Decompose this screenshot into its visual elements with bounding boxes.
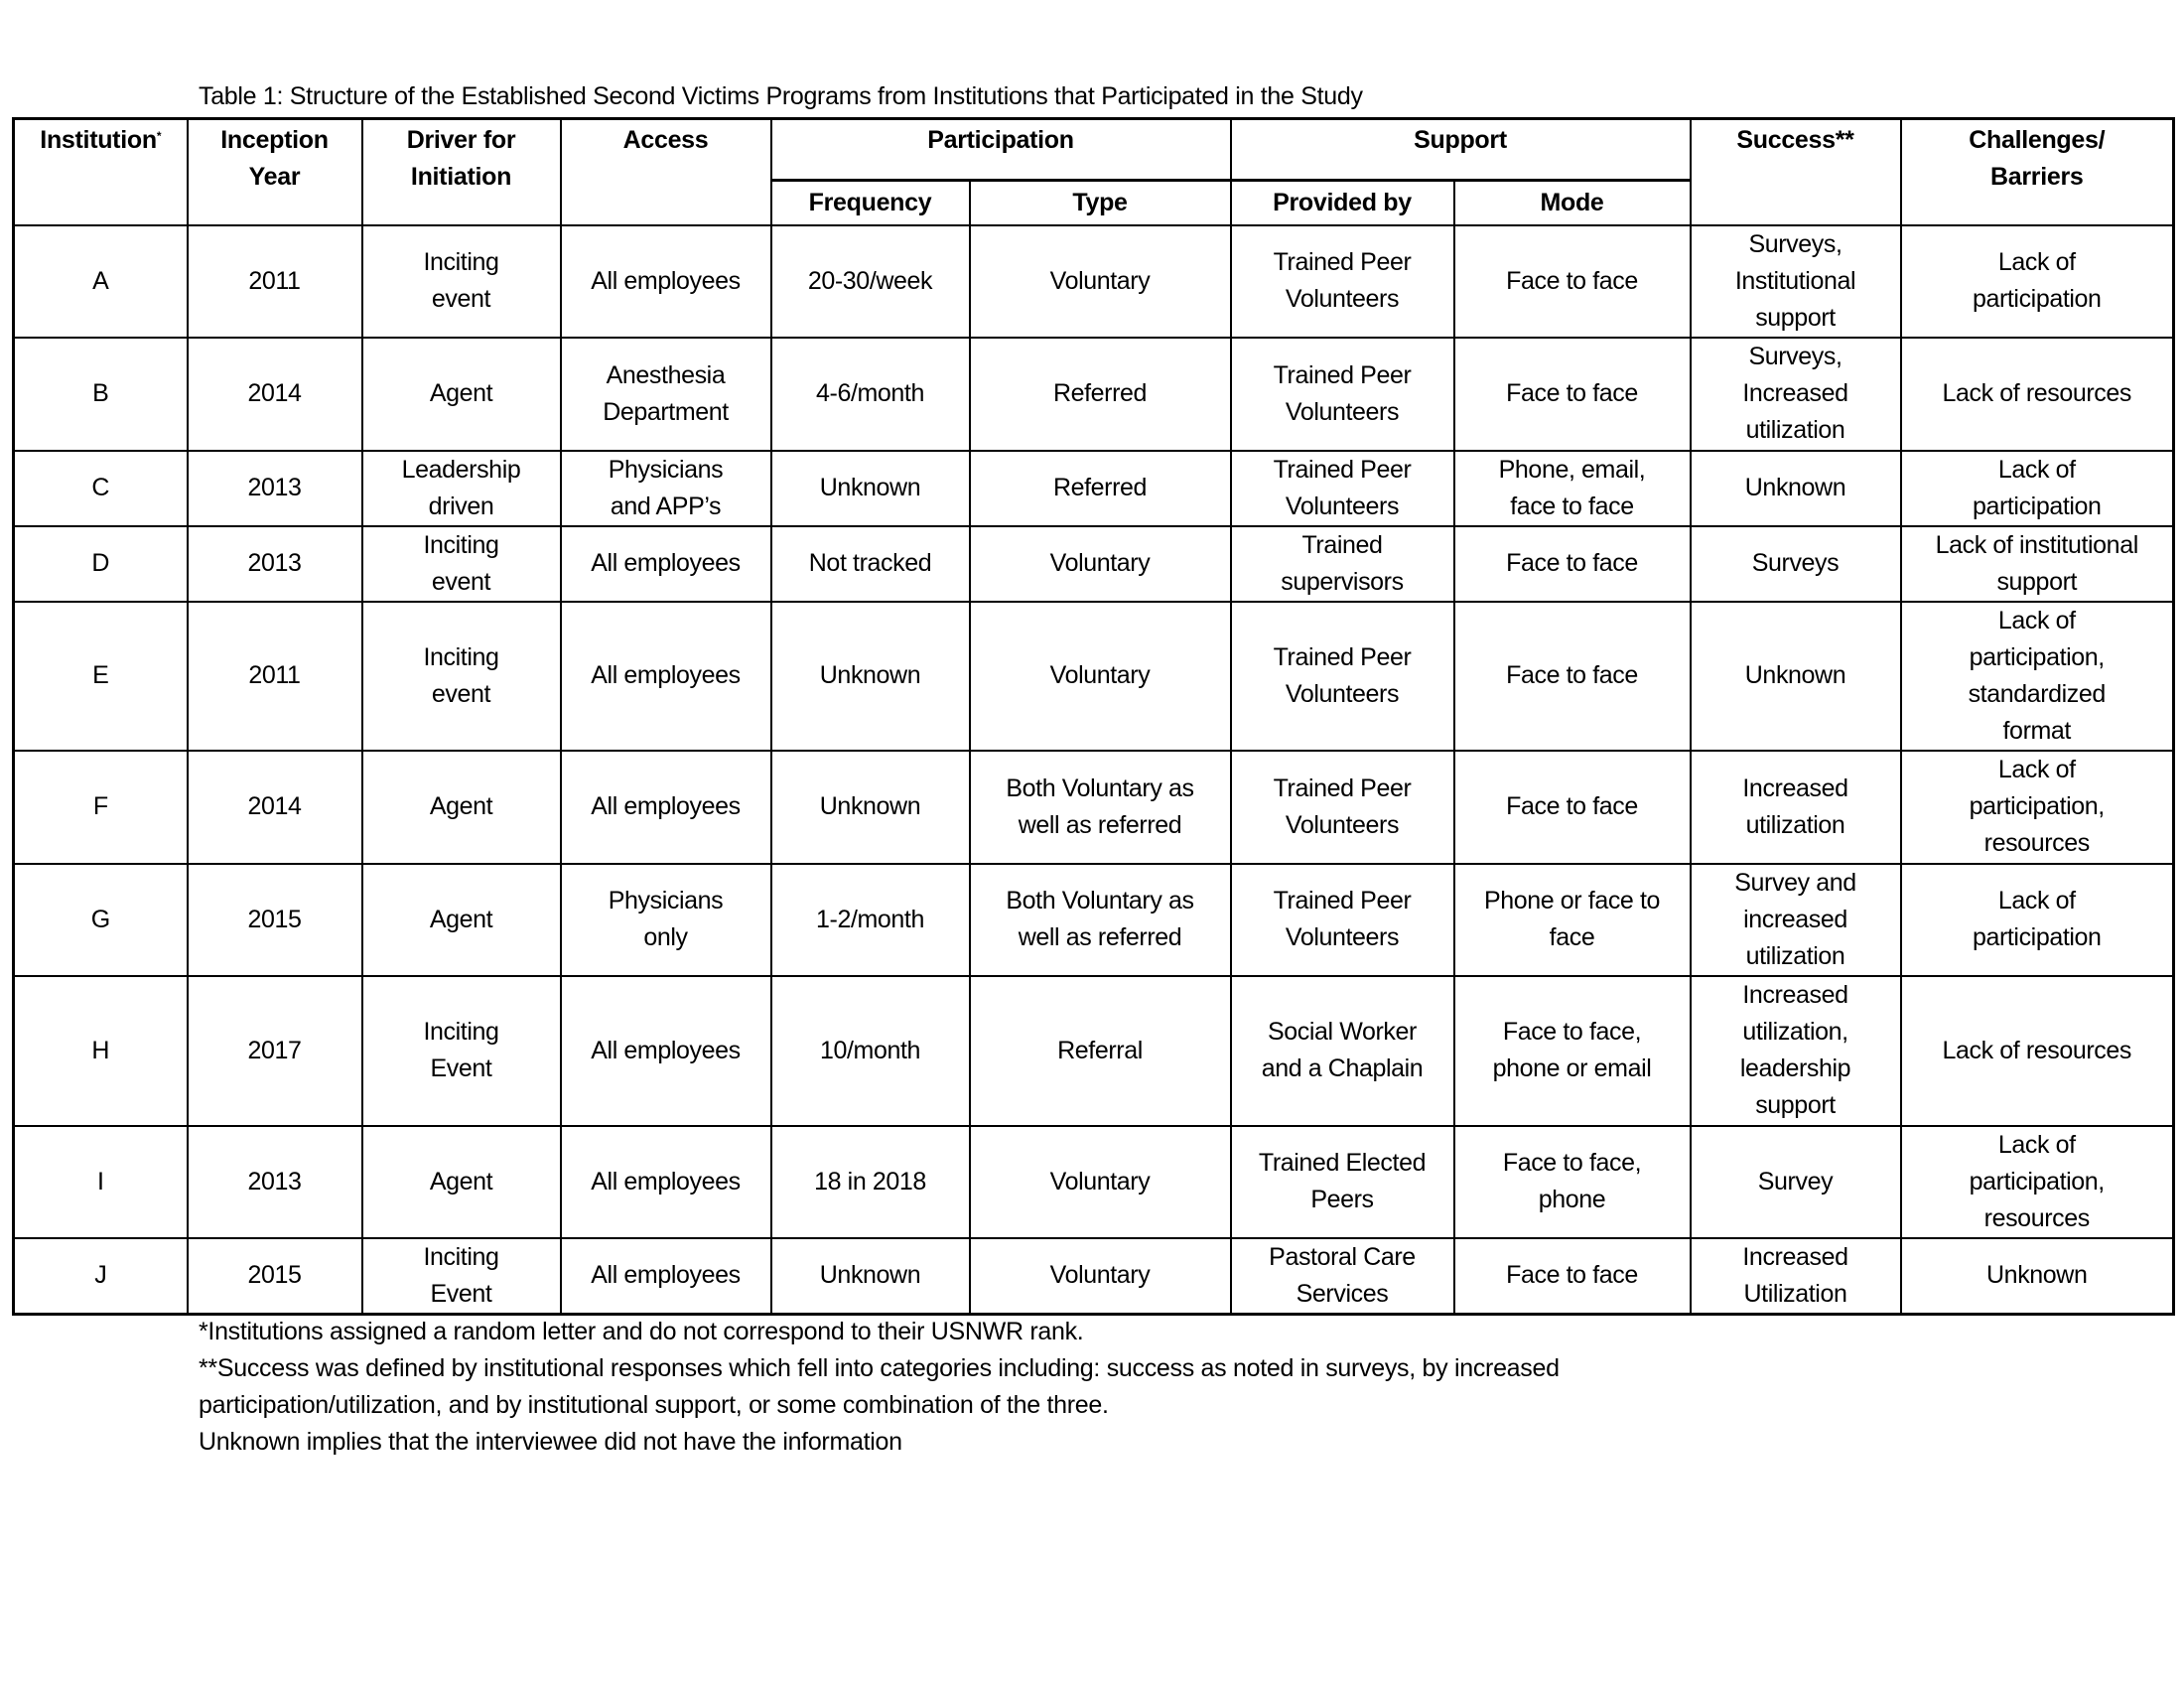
cell-driver: Leadership driven <box>362 451 561 526</box>
cell-mode: Face to face <box>1454 225 1691 338</box>
cell-year: 2015 <box>188 1238 362 1315</box>
header-mode: Mode <box>1454 181 1691 225</box>
cell-type: Voluntary <box>970 1126 1231 1238</box>
cell-type: Voluntary <box>970 602 1231 751</box>
cell-driver: Inciting Event <box>362 976 561 1126</box>
cell-type: Voluntary <box>970 225 1231 338</box>
cell-institution: F <box>14 751 188 864</box>
cell-frequency: Unknown <box>771 751 970 864</box>
cell-access: All employees <box>561 976 771 1126</box>
cell-mode: Phone, email, face to face <box>1454 451 1691 526</box>
cell-challenges: Lack of participation, resources <box>1901 751 2174 864</box>
cell-access: All employees <box>561 526 771 602</box>
cell-challenges: Lack of participation, standardized format <box>1901 602 2174 751</box>
cell-provided-by: Trained Peer Volunteers <box>1231 864 1454 976</box>
header-support: Support <box>1231 119 1691 181</box>
table-row <box>14 451 2174 526</box>
footnote-unknown: Unknown implies that the interviewee did not have the information <box>199 1428 902 1456</box>
table-row <box>14 1238 2174 1315</box>
cell-mode: Face to face <box>1454 338 1691 451</box>
cell-challenges: Lack of participation, resources <box>1901 1126 2174 1238</box>
cell-type: Both Voluntary as well as referred <box>970 751 1231 864</box>
cell-year: 2011 <box>188 602 362 751</box>
footnote-success: **Success was defined by institutional responses which fell into categories including: success as noted in surveys, by increased <box>199 1354 1560 1382</box>
cell-year: 2014 <box>188 751 362 864</box>
cell-institution: D <box>14 526 188 602</box>
header-success: Success** <box>1691 119 1901 225</box>
cell-provided-by: Trained Elected Peers <box>1231 1126 1454 1238</box>
header-institution <box>14 119 188 225</box>
cell-access: Physicians only <box>561 864 771 976</box>
cell-success: Increased Utilization <box>1691 1238 1901 1315</box>
header-access: Access <box>561 119 771 225</box>
cell-success: Surveys <box>1691 526 1901 602</box>
header-participation: Participation <box>771 119 1231 181</box>
cell-mode: Face to face <box>1454 602 1691 751</box>
cell-driver: Inciting event <box>362 225 561 338</box>
cell-challenges: Lack of participation <box>1901 451 2174 526</box>
header-institution-mark: * <box>156 129 162 143</box>
cell-driver: Inciting event <box>362 526 561 602</box>
cell-frequency: Unknown <box>771 451 970 526</box>
table-row <box>14 976 2174 1126</box>
cell-provided-by: Trained Peer Volunteers <box>1231 602 1454 751</box>
cell-institution: J <box>14 1238 188 1315</box>
cell-frequency: 18 in 2018 <box>771 1126 970 1238</box>
cell-success: Increased utilization, leadership support <box>1691 976 1901 1126</box>
cell-driver: Agent <box>362 751 561 864</box>
cell-mode: Face to face <box>1454 526 1691 602</box>
cell-institution: E <box>14 602 188 751</box>
header-institution-label: Institution <box>40 126 157 154</box>
cell-access: Physicians and APP’s <box>561 451 771 526</box>
cell-frequency: Not tracked <box>771 526 970 602</box>
cell-access: Anesthesia Department <box>561 338 771 451</box>
cell-driver: Agent <box>362 864 561 976</box>
cell-type: Referred <box>970 451 1231 526</box>
cell-type: Voluntary <box>970 526 1231 602</box>
cell-institution: I <box>14 1126 188 1238</box>
cell-institution: A <box>14 225 188 338</box>
header-type: Type <box>970 181 1231 225</box>
cell-type: Voluntary <box>970 1238 1231 1315</box>
cell-driver: Agent <box>362 338 561 451</box>
cell-access: All employees <box>561 602 771 751</box>
cell-access: All employees <box>561 225 771 338</box>
table-body <box>14 225 2174 1315</box>
cell-institution: C <box>14 451 188 526</box>
table-row <box>14 602 2174 751</box>
cell-success: Surveys, Institutional support <box>1691 225 1901 338</box>
cell-mode: Face to face <box>1454 1238 1691 1315</box>
cell-challenges: Unknown <box>1901 1238 2174 1315</box>
cell-success: Surveys, Increased utilization <box>1691 338 1901 451</box>
table-row <box>14 864 2174 976</box>
cell-institution: G <box>14 864 188 976</box>
cell-mode: Face to face <box>1454 751 1691 864</box>
cell-frequency: 4-6/month <box>771 338 970 451</box>
cell-provided-by: Trained Peer Volunteers <box>1231 751 1454 864</box>
cell-mode: Phone or face to face <box>1454 864 1691 976</box>
table-row <box>14 1126 2174 1238</box>
cell-provided-by: Trained Peer Volunteers <box>1231 338 1454 451</box>
table-row <box>14 225 2174 338</box>
table-row <box>14 338 2174 451</box>
cell-frequency: 20-30/week <box>771 225 970 338</box>
cell-year: 2017 <box>188 976 362 1126</box>
cell-access: All employees <box>561 1238 771 1315</box>
cell-year: 2011 <box>188 225 362 338</box>
cell-driver: Agent <box>362 1126 561 1238</box>
table-row <box>14 526 2174 602</box>
cell-type: Referred <box>970 338 1231 451</box>
cell-provided-by: Trained supervisors <box>1231 526 1454 602</box>
cell-challenges: Lack of resources <box>1901 976 2174 1126</box>
cell-success: Survey <box>1691 1126 1901 1238</box>
cell-access: All employees <box>561 751 771 864</box>
cell-frequency: 10/month <box>771 976 970 1126</box>
cell-year: 2013 <box>188 451 362 526</box>
cell-provided-by: Trained Peer Volunteers <box>1231 225 1454 338</box>
cell-driver: Inciting event <box>362 602 561 751</box>
cell-provided-by: Pastoral Care Services <box>1231 1238 1454 1315</box>
cell-provided-by: Social Worker and a Chaplain <box>1231 976 1454 1126</box>
cell-success: Survey and increased utilization <box>1691 864 1901 976</box>
header-inception-year: Inception Year <box>188 119 362 225</box>
cell-challenges: Lack of resources <box>1901 338 2174 451</box>
cell-success: Increased utilization <box>1691 751 1901 864</box>
cell-mode: Face to face, phone or email <box>1454 976 1691 1126</box>
cell-access: All employees <box>561 1126 771 1238</box>
footnote-institutions: *Institutions assigned a random letter and do not correspond to their USNWR rank. <box>199 1318 1084 1345</box>
cell-driver: Inciting Event <box>362 1238 561 1315</box>
cell-frequency: Unknown <box>771 602 970 751</box>
cell-year: 2015 <box>188 864 362 976</box>
cell-challenges: Lack of institutional support <box>1901 526 2174 602</box>
cell-year: 2014 <box>188 338 362 451</box>
cell-frequency: Unknown <box>771 1238 970 1315</box>
cell-provided-by: Trained Peer Volunteers <box>1231 451 1454 526</box>
header-challenges: Challenges/ Barriers <box>1901 119 2174 225</box>
cell-frequency: 1-2/month <box>771 864 970 976</box>
cell-institution: H <box>14 976 188 1126</box>
cell-type: Both Voluntary as well as referred <box>970 864 1231 976</box>
cell-mode: Face to face, phone <box>1454 1126 1691 1238</box>
header-driver: Driver for Initiation <box>362 119 561 225</box>
cell-challenges: Lack of participation <box>1901 225 2174 338</box>
cell-institution: B <box>14 338 188 451</box>
cell-type: Referral <box>970 976 1231 1126</box>
cell-success: Unknown <box>1691 451 1901 526</box>
table-caption: Table 1: Structure of the Established Second Victims Programs from Institutions that Participated in the Study <box>199 82 1363 110</box>
cell-year: 2013 <box>188 1126 362 1238</box>
cell-year: 2013 <box>188 526 362 602</box>
programs-table <box>12 117 2175 1316</box>
header-provided-by: Provided by <box>1231 181 1454 225</box>
cell-challenges: Lack of participation <box>1901 864 2174 976</box>
table-row <box>14 751 2174 864</box>
footnote-success-cont: participation/utilization, and by institutional support, or some combination of the three. <box>199 1391 1109 1419</box>
cell-success: Unknown <box>1691 602 1901 751</box>
header-frequency: Frequency <box>771 181 970 225</box>
